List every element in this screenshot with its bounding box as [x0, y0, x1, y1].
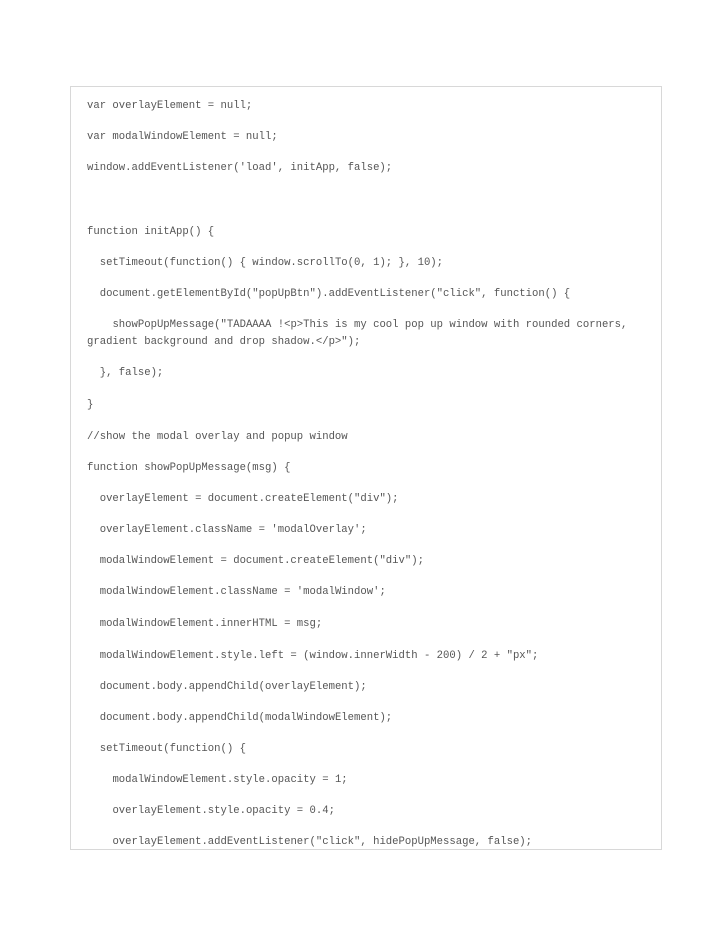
code-line: function initApp() { [87, 226, 215, 238]
code-line: modalWindowElement.className = 'modalWindow'; [87, 586, 386, 598]
code-line: modalWindowElement.style.left = (window.innerWidth - 200) / 2 + "px"; [87, 650, 539, 662]
code-line: overlayElement.style.opacity = 0.4; [87, 805, 335, 817]
code-line: overlayElement = document.createElement("div"); [87, 493, 399, 505]
code-line: showPopUpMessage("TADAAAA !<p>This is my cool pop up window with rounded corners, gradient background and drop shadow.</p>"); [87, 319, 634, 348]
code-line: modalWindowElement.style.opacity = 1; [87, 774, 348, 786]
code-block [70, 86, 662, 850]
code-line: overlayElement.addEventListener("click", hidePopUpMessage, false); [87, 836, 533, 848]
code-line: setTimeout(function() { window.scrollTo(0, 1); }, 10); [87, 257, 444, 269]
code-line: }, false); [87, 367, 164, 379]
code-line: setTimeout(function() { [87, 743, 246, 755]
code-line: modalWindowElement.innerHTML = msg; [87, 618, 323, 630]
code-line: document.body.appendChild(modalWindowElement); [87, 712, 393, 724]
code-line: overlayElement.className = 'modalOverlay'; [87, 524, 367, 536]
code-line: var modalWindowElement = null; [87, 131, 278, 143]
code-line: modalWindowElement = document.createElement("div"); [87, 555, 424, 567]
code-line: document.body.appendChild(overlayElement); [87, 681, 367, 693]
code-line: } [87, 399, 94, 411]
code-line: window.addEventListener('load', initApp, false); [87, 162, 393, 174]
code-line: function showPopUpMessage(msg) { [87, 462, 291, 474]
code-comment: //show the modal overlay and popup window [87, 431, 348, 443]
code-line: var overlayElement = null; [87, 100, 253, 112]
code-line: document.getElementById("popUpBtn").addEventListener("click", function() { [87, 288, 571, 300]
